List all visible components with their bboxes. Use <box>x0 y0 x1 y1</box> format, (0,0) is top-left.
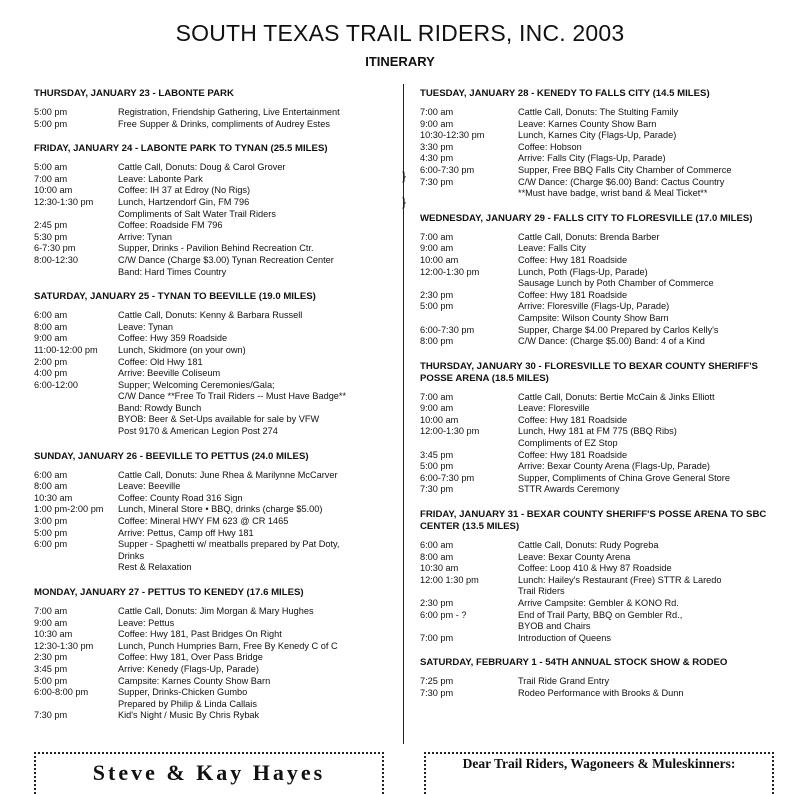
itinerary-row <box>420 610 782 622</box>
day-section <box>420 213 782 348</box>
entry-description: Coffee: Hwy 181, Past Bridges On Right <box>118 629 282 640</box>
entry-description: Leave: Floresville <box>518 403 590 414</box>
entry-time: 6:00-12:00 <box>34 379 78 390</box>
entry-time: 10:30 am <box>34 492 73 503</box>
entry-description: Coffee: IH 37 at Edroy (No Rigs) <box>118 185 251 196</box>
entry-time: 8:00 am <box>420 551 454 562</box>
entry-time <box>34 551 118 563</box>
itinerary-row <box>420 563 782 575</box>
entry-description: Cattle Call, Donuts: June Rhea & Marilynne McCarver <box>118 469 338 480</box>
entry-time: 8:00 am <box>34 321 68 332</box>
entry-time: 8:00-12:30 <box>34 254 78 265</box>
day-heading: FRIDAY, JANUARY 24 - LABONTE PARK TO TYNAN (25.5 MILES) <box>34 143 328 155</box>
entry-time: 3:45 pm <box>34 663 68 674</box>
itinerary-row <box>34 676 392 688</box>
itinerary-row <box>34 345 392 357</box>
entry-time: 5:00 pm <box>34 118 68 129</box>
day-section <box>34 451 392 574</box>
itinerary-row <box>420 473 782 485</box>
entry-time: 4:00 pm <box>34 368 68 379</box>
entry-time: 7:30 pm <box>420 176 454 187</box>
itinerary-row <box>34 185 392 197</box>
bottom-left-box <box>34 752 384 794</box>
entry-description: Coffee: Mineral HWY FM 623 @ CR 1465 <box>118 516 289 527</box>
entry-description: Coffee: Hwy 359 Roadside <box>118 333 228 344</box>
itinerary-row <box>34 267 392 279</box>
entry-description: Band: Hard Times Country <box>118 266 227 277</box>
day-heading: SUNDAY, JANUARY 26 - BEEVILLE TO PETTUS (24.0 MILES) <box>34 450 309 462</box>
entry-time: 7:00 am <box>420 231 454 242</box>
brace-mark: } <box>402 169 407 183</box>
entry-description: Cattle Call, Donuts: Rudy Pogreba <box>518 540 659 551</box>
entry-description: Cattle Call, Donuts: Bertie McCain & Jinks Elliott <box>518 391 715 402</box>
entry-description: Campsite: Wilson County Show Barn <box>518 312 669 323</box>
entry-description: C/W Dance **Free To Trail Riders -- Must Have Badge** <box>118 391 347 402</box>
entry-time: 7:30 pm <box>34 710 68 721</box>
itinerary-row <box>34 606 392 618</box>
entry-time: 10:30-12:30 pm <box>420 130 485 141</box>
entry-time: 3:00 pm <box>34 516 68 527</box>
entry-description: Coffee: Hwy 181 Roadside <box>518 254 628 265</box>
itinerary-row <box>34 629 392 641</box>
entry-description: Leave: Tynan <box>118 321 173 332</box>
itinerary-row <box>34 119 392 131</box>
day-section <box>420 509 782 644</box>
entry-time: 9:00 am <box>34 617 68 628</box>
entry-description: Lunch: Hailey's Restaurant (Free) STTR & Laredo <box>518 574 722 585</box>
entry-description: Band: Rowdy Bunch <box>118 402 202 413</box>
entry-description: Lunch, Hartzendorf Gin, FM 796 <box>118 196 250 207</box>
itinerary-row <box>420 450 782 462</box>
itinerary-row <box>34 539 392 551</box>
right-column <box>420 88 782 713</box>
entry-description: Registration, Friendship Gathering, Live Entertainment <box>118 107 340 117</box>
entry-time: 1:00 pm-2:00 pm <box>34 504 104 515</box>
itinerary-row <box>34 664 392 676</box>
itinerary-row <box>34 174 392 186</box>
itinerary-row <box>420 278 782 290</box>
entry-description: BYOB: Beer & Set-Ups available for sale by VFW <box>118 414 320 425</box>
entry-time: 6:00 am <box>34 469 68 480</box>
day-section <box>34 587 392 722</box>
entry-time: 10:30 am <box>34 629 73 640</box>
itinerary-row <box>34 652 392 664</box>
entry-time: 7:00 am <box>420 391 454 402</box>
entry-time: 6:00-8:00 pm <box>34 687 89 698</box>
entry-time: 6:00 am <box>34 310 68 321</box>
entry-time: 9:00 am <box>420 118 454 129</box>
itinerary-row <box>420 403 782 415</box>
itinerary-row <box>420 633 782 645</box>
entry-description: BYOB and Chairs <box>518 621 591 632</box>
entry-time: 6-7:30 pm <box>34 243 76 254</box>
entry-time <box>420 313 518 325</box>
entry-time: 6:00-7:30 pm <box>420 164 475 175</box>
entry-description: Free Supper & Drinks, compliments of Audrey Estes <box>118 118 330 129</box>
entry-time: 5:00 pm <box>34 527 68 538</box>
bottom-right-text: Dear Trail Riders, Wagoneers & Muleskinners: <box>462 756 736 771</box>
column-divider <box>402 84 407 744</box>
entry-time: 2:30 pm <box>34 652 68 663</box>
entry-time: 8:00 am <box>34 481 68 492</box>
itinerary-row <box>420 177 782 189</box>
itinerary-row <box>420 426 782 438</box>
entry-time: 12:30-1:30 pm <box>34 640 94 651</box>
day-section <box>34 291 392 438</box>
itinerary-row <box>34 333 392 345</box>
entry-time: 2:30 pm <box>420 289 454 300</box>
itinerary-row <box>34 107 392 119</box>
entry-time: 11:00-12:00 pm <box>34 344 98 355</box>
entry-description: Introduction of Queens <box>518 632 611 643</box>
day-section <box>420 361 782 496</box>
entry-time: 2:00 pm <box>34 356 68 367</box>
itinerary-row <box>34 562 392 574</box>
entry-time: 5:30 pm <box>34 231 68 242</box>
entry-description: Lunch, Hwy 181 at FM 775 (BBQ Ribs) <box>518 426 677 437</box>
entry-time: 7:25 pm <box>420 676 454 687</box>
entry-description: Arrive Campsite: Gembler & KONO Rd. <box>518 598 679 608</box>
entry-description: Compliments of Salt Water Trail Riders <box>118 208 276 219</box>
itinerary-row <box>420 232 782 244</box>
entry-description: Lunch, Punch Humpries Barn, Free By Kenedy C of C <box>118 640 338 651</box>
entry-description: Cattle Call, Donuts: Brenda Barber <box>518 231 660 242</box>
itinerary-row <box>420 313 782 325</box>
entry-description: Sausage Lunch by Poth Chamber of Commerce <box>518 278 714 289</box>
entry-time: 6:00 pm - ? <box>420 609 467 620</box>
itinerary-row <box>34 470 392 482</box>
entry-description: End of Trail Party, BBQ on Gembler Rd., <box>518 609 683 620</box>
entry-description: Trail Ride Grand Entry <box>518 676 610 687</box>
entry-time: 10:00 am <box>34 185 73 196</box>
itinerary-row <box>34 391 392 403</box>
itinerary-row <box>420 598 782 610</box>
entry-time: 5:00 am <box>34 162 68 173</box>
itinerary-row <box>420 119 782 131</box>
entry-description: Rest & Relaxation <box>118 562 192 573</box>
day-heading: WEDNESDAY, JANUARY 29 - FALLS CITY TO FLORESVILLE (17.0 MILES) <box>420 212 753 224</box>
entry-time <box>420 188 518 200</box>
day-heading: THURSDAY, JANUARY 30 - FLORESVILLE TO BEXAR COUNTY SHERIFF'S POSSE ARENA (18.5 MILES) <box>420 360 758 384</box>
itinerary-row <box>34 414 392 426</box>
itinerary-row <box>34 551 392 563</box>
itinerary-row <box>420 107 782 119</box>
entry-time: 6:00-7:30 pm <box>420 472 475 483</box>
itinerary-row <box>34 403 392 415</box>
itinerary-row <box>34 357 392 369</box>
itinerary-row <box>34 368 392 380</box>
entry-time: 10:30 am <box>420 563 459 574</box>
itinerary-row <box>34 426 392 438</box>
itinerary-row <box>420 621 782 633</box>
entry-description: Coffee: Old Hwy 181 <box>118 356 203 367</box>
entry-time: 5:00 pm <box>34 675 68 686</box>
entry-description: Supper, Drinks - Pavilion Behind Recreation Ctr. <box>118 243 314 254</box>
entry-description: Lunch, Skidmore (on your own) <box>118 344 246 355</box>
itinerary-row <box>420 290 782 302</box>
itinerary-row <box>420 142 782 154</box>
entry-description: Arrive: Pettus, Camp off Hwy 181 <box>118 527 254 538</box>
entry-description: Trail Riders <box>518 586 565 597</box>
day-section <box>34 143 392 278</box>
entry-description: Coffee: Hwy 181 Roadside <box>518 414 628 425</box>
itinerary-row <box>34 618 392 630</box>
entry-time: 6:00 am <box>420 540 454 551</box>
entry-description: Leave: Labonte Park <box>118 173 203 184</box>
brace-mark: } <box>402 195 407 209</box>
entry-time: 7:00 am <box>34 606 68 616</box>
entry-time: 2:45 pm <box>34 220 68 231</box>
entry-time: 8:00 pm <box>420 336 454 347</box>
entry-time <box>34 414 118 426</box>
entry-description: Coffee: Hobson <box>518 141 582 152</box>
itinerary-row <box>34 197 392 209</box>
day-section <box>420 88 782 200</box>
itinerary-row <box>420 484 782 496</box>
itinerary-row <box>420 540 782 552</box>
entry-description: Coffee: Loop 410 & Hwy 87 Roadside <box>518 563 672 574</box>
entry-time: 12:00-1:30 pm <box>420 426 480 437</box>
itinerary-row <box>34 710 392 722</box>
itinerary-row <box>420 165 782 177</box>
entry-description: Leave: Falls City <box>518 243 586 254</box>
entry-time <box>34 209 118 221</box>
day-heading: TUESDAY, JANUARY 28 - KENEDY TO FALLS CITY (14.5 MILES) <box>420 88 710 99</box>
entry-time: 7:00 am <box>34 173 68 184</box>
entry-time: 9:00 am <box>420 403 454 414</box>
entry-description: Arrive: Floresville (Flags-Up, Parade) <box>518 301 670 312</box>
entry-description: Supper, Free BBQ Falls City Chamber of Commerce <box>518 164 732 175</box>
itinerary-row <box>34 380 392 392</box>
entry-description: Supper, Drinks-Chicken Gumbo <box>118 687 248 698</box>
entry-description: Lunch, Karnes City (Flags-Up, Parade) <box>518 130 677 141</box>
entry-time: 12:00 1:30 pm <box>420 574 479 585</box>
entry-time: 3:45 pm <box>420 449 454 460</box>
itinerary-row <box>420 688 782 700</box>
entry-time: 7:30 pm <box>420 484 454 495</box>
itinerary-row <box>420 325 782 337</box>
entry-description: Prepared by Philip & Linda Callais <box>118 698 257 709</box>
entry-time <box>420 278 518 290</box>
itinerary-row <box>420 392 782 404</box>
left-column <box>34 88 392 735</box>
entry-time: 6:00 pm <box>34 539 68 550</box>
itinerary-row <box>34 504 392 516</box>
day-heading: SATURDAY, FEBRUARY 1 - 54TH ANNUAL STOCK SHOW & RODEO <box>420 657 728 669</box>
entry-time: 7:00 pm <box>420 632 454 643</box>
itinerary-row <box>34 162 392 174</box>
entry-description: Cattle Call, Donuts: Doug & Carol Grover <box>118 162 286 173</box>
itinerary-row <box>420 336 782 348</box>
itinerary-row <box>34 687 392 699</box>
entry-description: Leave: Karnes County Show Barn <box>518 118 657 129</box>
itinerary-row <box>420 552 782 564</box>
day-heading: SATURDAY, JANUARY 25 - TYNAN TO BEEVILLE (19.0 MILES) <box>34 291 316 303</box>
entry-description: Supper, Charge $4.00 Prepared by Carlos Kelly's <box>518 324 719 335</box>
bottom-left-text: Steve & Kay Hayes <box>92 760 326 785</box>
entry-description: Arrive: Falls City (Flags-Up, Parade) <box>518 153 666 164</box>
day-section <box>34 88 392 130</box>
entry-description: C/W Dance: (Charge $5.00) Band: 4 of a Kind <box>518 336 705 347</box>
itinerary-row <box>420 267 782 279</box>
itinerary-row <box>34 220 392 232</box>
entry-description: Coffee: County Road 316 Sign <box>118 492 243 503</box>
itinerary-row <box>34 493 392 505</box>
entry-description: **Must have badge, wrist band & Meal Ticket** <box>518 188 708 199</box>
itinerary-row <box>34 243 392 255</box>
entry-description: C/W Dance (Charge $3.00) Tynan Recreation Center <box>118 254 334 265</box>
entry-description: Coffee: Roadside FM 796 <box>118 220 223 231</box>
itinerary-row <box>420 255 782 267</box>
entry-description: Cattle Call, Donuts: The Stulting Family <box>518 107 679 117</box>
entry-description: Arrive: Bexar County Arena (Flags-Up, Parade) <box>518 461 710 472</box>
entry-time <box>420 586 518 598</box>
entry-time: 7:00 am <box>420 107 454 117</box>
itinerary-row <box>420 461 782 473</box>
itinerary-row <box>34 310 392 322</box>
entry-description: Supper; Welcoming Ceremonies/Gala; <box>118 379 275 390</box>
itinerary-row <box>420 676 782 688</box>
entry-description: Cattle Call, Donuts: Kenny & Barbara Russell <box>118 310 303 321</box>
page-title: SOUTH TEXAS TRAIL RIDERS, INC. 2003 <box>175 20 625 46</box>
entry-time: 4:30 pm <box>420 153 454 164</box>
itinerary-row <box>34 322 392 334</box>
entry-time <box>420 621 518 633</box>
entry-time: 10:00 am <box>420 254 459 265</box>
entry-time: 12:30-1:30 pm <box>34 196 94 207</box>
itinerary-row <box>34 255 392 267</box>
itinerary-row <box>34 641 392 653</box>
entry-time: 9:00 am <box>420 243 454 254</box>
itinerary-row <box>34 528 392 540</box>
entry-time: 9:00 am <box>34 333 68 344</box>
entry-time <box>34 403 118 415</box>
itinerary-row <box>420 130 782 142</box>
itinerary-row <box>34 516 392 528</box>
bottom-right-box <box>424 752 774 794</box>
entry-time <box>34 699 118 711</box>
itinerary-row <box>34 699 392 711</box>
entry-time <box>34 391 118 403</box>
day-heading: FRIDAY, JANUARY 31 - BEXAR COUNTY SHERIFF'S POSSE ARENA TO SBC CENTER (13.5 MILES) <box>420 509 767 533</box>
itinerary-row <box>34 232 392 244</box>
entry-description: Coffee: Hwy 181 Roadside <box>518 289 628 300</box>
entry-description: Campsite: Karnes County Show Barn <box>118 675 271 686</box>
entry-time: 7:30 pm <box>420 687 454 698</box>
itinerary-row <box>420 243 782 255</box>
itinerary-row <box>420 188 782 200</box>
entry-description: Cattle Call, Donuts: Jim Morgan & Mary Hughes <box>118 606 314 616</box>
entry-description: Coffee: Hwy 181, Over Pass Bridge <box>118 652 263 663</box>
entry-time: 12:00-1:30 pm <box>420 266 480 277</box>
entry-time: 5:00 pm <box>34 107 68 117</box>
itinerary-row <box>420 301 782 313</box>
entry-description: Leave: Pettus <box>118 617 175 628</box>
entry-description: C/W Dance: (Charge $6.00) Band: Cactus Country <box>518 176 725 187</box>
entry-time: 5:00 pm <box>420 461 454 472</box>
day-heading: MONDAY, JANUARY 27 - PETTUS TO KENEDY (17.6 MILES) <box>34 587 304 598</box>
page-subtitle: ITINERARY <box>365 54 435 69</box>
entry-description: Arrive: Kenedy (Flags-Up, Parade) <box>118 663 259 674</box>
itinerary-row <box>420 153 782 165</box>
itinerary-row <box>420 438 782 450</box>
entry-time: 2:30 pm <box>420 598 454 608</box>
entry-time: 10:00 am <box>420 414 459 425</box>
entry-description: Arrive: Tynan <box>118 231 172 242</box>
entry-description: STTR Awards Ceremony <box>518 484 620 495</box>
entry-time <box>34 267 118 279</box>
entry-time <box>34 562 118 574</box>
entry-description: Compliments of EZ Stop <box>518 438 618 449</box>
itinerary-row <box>420 415 782 427</box>
itinerary-row <box>420 575 782 587</box>
day-heading: THURSDAY, JANUARY 23 - LABONTE PARK <box>34 88 234 99</box>
entry-description: Supper - Spaghetti w/ meatballs prepared by Pat Doty, <box>118 539 340 550</box>
itinerary-row <box>34 209 392 221</box>
entry-time <box>420 438 518 450</box>
entry-description: Leave: Bexar County Arena <box>518 551 631 562</box>
itinerary-row <box>420 586 782 598</box>
entry-description: Arrive: Beeville Coliseum <box>118 368 221 379</box>
entry-time: 6:00-7:30 pm <box>420 324 475 335</box>
day-section <box>420 657 782 699</box>
entry-description: Rodeo Performance with Brooks & Dunn <box>518 687 684 698</box>
entry-description: Leave: Beeville <box>118 481 181 492</box>
itinerary-row <box>34 481 392 493</box>
entry-description: Coffee: Hwy 181 Roadside <box>518 449 628 460</box>
entry-description: Lunch, Poth (Flags-Up, Parade) <box>518 266 648 277</box>
entry-description: Supper, Compliments of China Grove General Store <box>518 472 730 483</box>
entry-description: Drinks <box>118 550 145 561</box>
entry-time: 5:00 pm <box>420 301 454 312</box>
entry-time: 3:30 pm <box>420 141 454 152</box>
entry-description: Lunch, Mineral Store • BBQ, drinks (charge $5.00) <box>118 504 323 515</box>
entry-description: Post 9170 & American Legion Post 274 <box>118 426 278 437</box>
entry-time <box>34 426 118 438</box>
entry-description: Kid's Night / Music By Chris Rybak <box>118 710 260 721</box>
